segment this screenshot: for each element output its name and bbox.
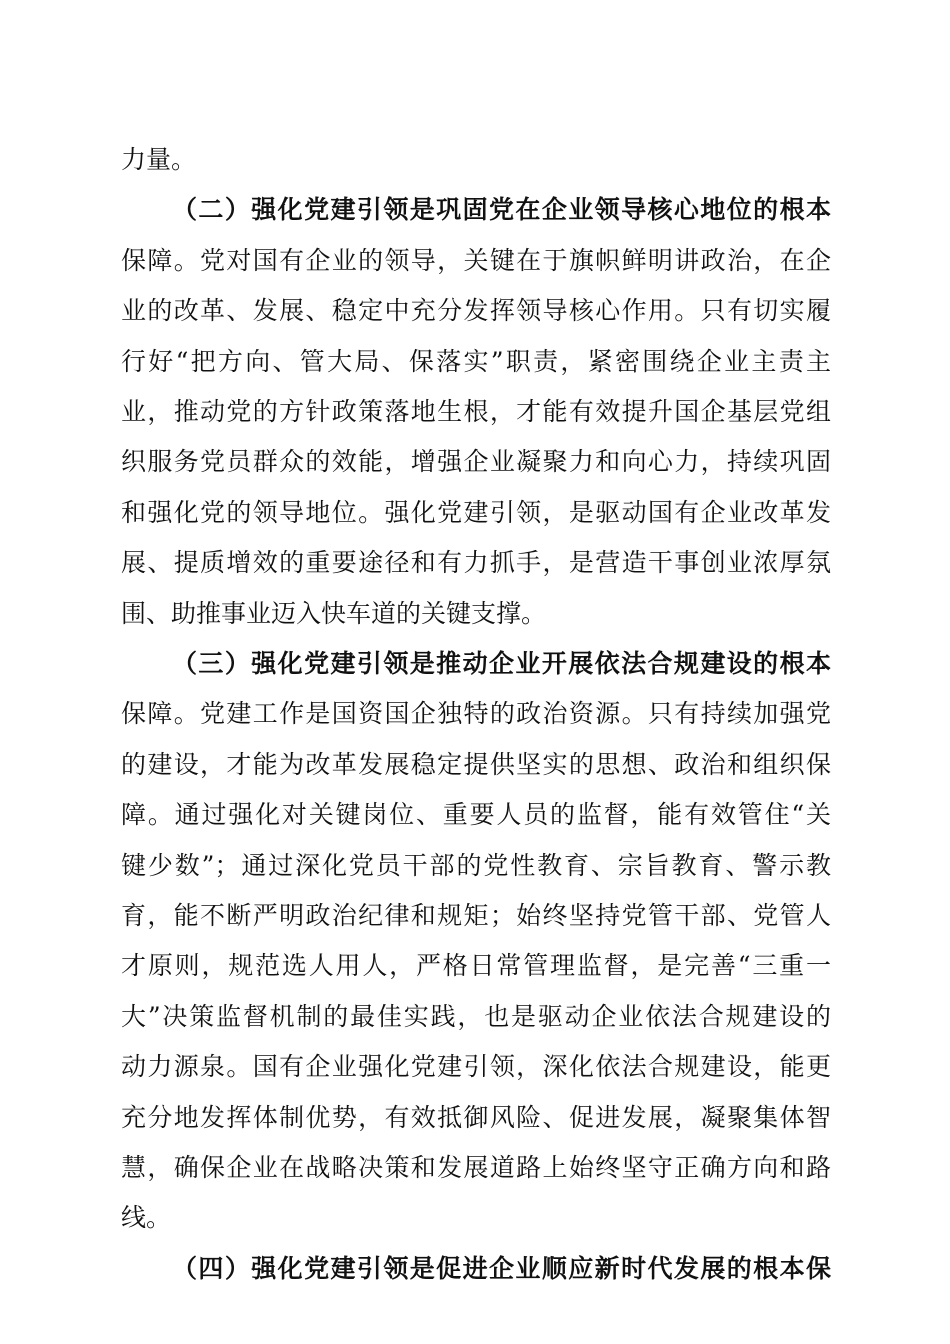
section-heading-3: （三）强化党建引领是推动企业开展依法合规建设的根本 [172, 649, 831, 678]
body-line-19: 动力源泉。国有企业强化党建引领，深化依法合规建设，能更 [121, 1052, 831, 1081]
body-line-17: 才原则，规范选人用人，严格日常管理监督，是完善“三重一 [121, 951, 831, 980]
body-line-20: 充分地发挥体制优势，有效抵御风险、促进发展，凝聚集体智 [121, 1103, 831, 1132]
body-line-8: 和强化党的领导地位。强化党建引领，是驱动国有企业改革发 [121, 498, 831, 527]
body-line-22: 线。 [121, 1203, 172, 1232]
section-heading-2: （二）强化党建引领是巩固党在企业领导核心地位的根本 [172, 195, 831, 224]
body-line-5: 行好“把方向、管大局、保落实”职责，紧密围绕企业主责主 [121, 347, 831, 376]
body-line-12: 保障。党建工作是国资国企独特的政治资源。只有持续加强党 [121, 699, 831, 728]
body-line-14: 障。通过强化对关键岗位、重要人员的监督，能有效管住“关 [121, 800, 831, 829]
body-line-3: 保障。党对国有企业的领导，关键在于旗帜鲜明讲政治，在企 [121, 246, 831, 275]
body-line-1: 力量。 [121, 145, 197, 174]
section-heading-4: （四）强化党建引领是促进企业顺应新时代发展的根本保 [172, 1254, 831, 1283]
body-line-4: 业的改革、发展、稳定中充分发挥领导核心作用。只有切实履 [121, 296, 831, 325]
body-line-13: 的建设，才能为改革发展稳定提供坚实的思想、政治和组织保 [121, 750, 831, 779]
body-line-16: 育，能不断严明政治纪律和规矩；始终坚持党管干部、党管人 [121, 901, 831, 930]
body-line-18: 大”决策监督机制的最佳实践，也是驱动企业依法合规建设的 [121, 1002, 831, 1031]
body-line-9: 展、提质增效的重要途径和有力抓手，是营造干事创业浓厚氛 [121, 548, 831, 577]
body-line-21: 慧，确保企业在战略决策和发展道路上始终坚守正确方向和路 [121, 1153, 831, 1182]
body-line-15: 键少数”；通过深化党员干部的党性教育、宗旨教育、警示教 [121, 851, 831, 880]
body-line-6: 业，推动党的方针政策落地生根，才能有效提升国企基层党组 [121, 397, 831, 426]
body-line-10: 围、助推事业迈入快车道的关键支撑。 [121, 599, 547, 628]
body-line-7: 织服务党员群众的效能，增强企业凝聚力和向心力，持续巩固 [121, 447, 831, 476]
